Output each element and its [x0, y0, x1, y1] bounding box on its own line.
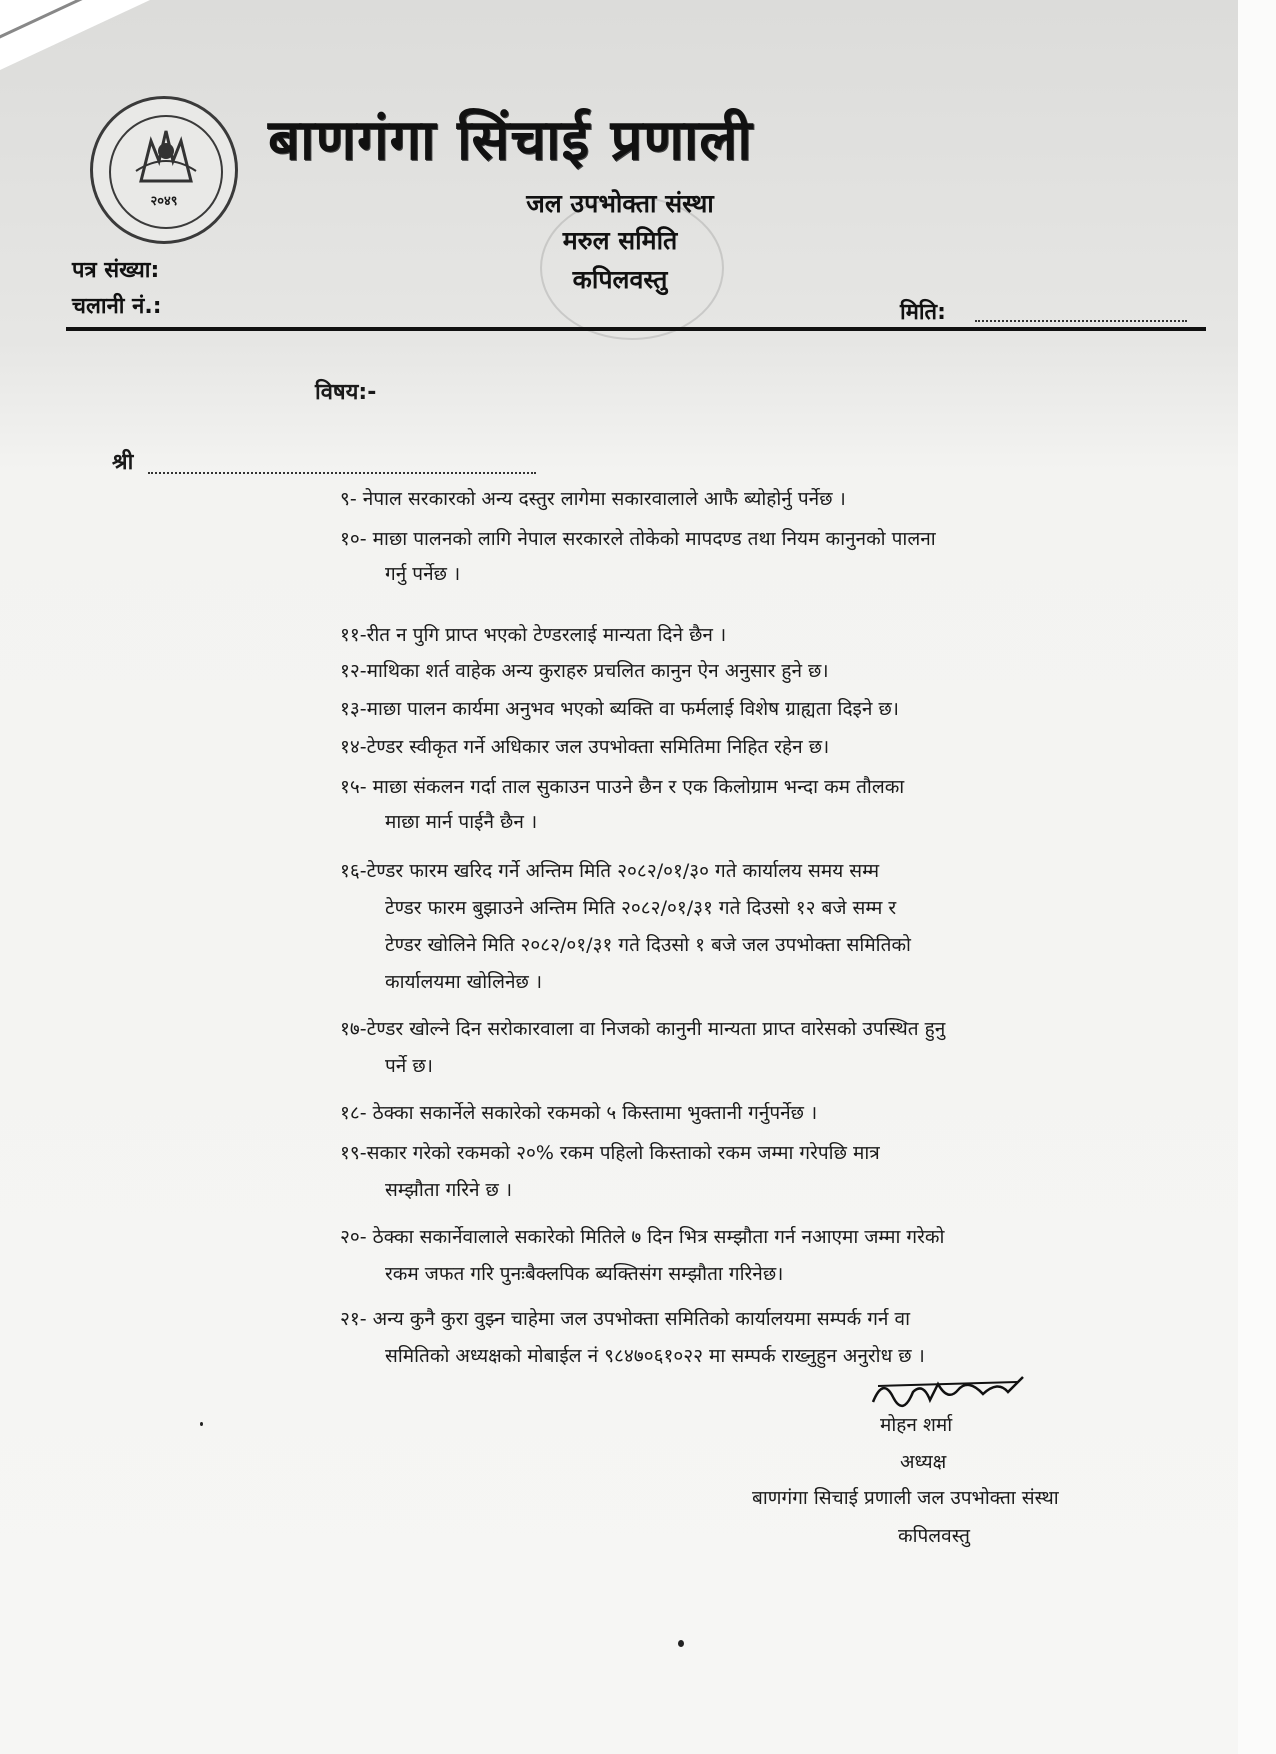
- clause-line: टेण्डर खोलिने मिति २०८२/०१/३१ गते दिउसो १ बजे जल उपभोक्ता समितिको: [385, 934, 911, 956]
- clause-line: ११-रीत न पुगि प्राप्त भएको टेण्डरलाई मान्यता दिने छैन ।: [340, 624, 727, 646]
- organization-place: कपिलवस्तु: [898, 1525, 970, 1547]
- clause-line: १२-माथिका शर्त वाहेक अन्य कुराहरु प्रचलित कानुन ऐन अनुसार हुने छ।: [340, 660, 829, 682]
- organization-seal: [90, 96, 238, 244]
- clause-13: [340, 700, 1110, 719]
- seal-emblem-icon: [121, 121, 211, 191]
- ink-speck: [200, 1422, 203, 1426]
- clause-17: [340, 1020, 1110, 1076]
- clause-line: टेण्डर फारम बुझाउने अन्तिम मिति २०८२/०१/३१ गते दिउसो १२ बजे सम्म र: [385, 897, 897, 919]
- clause-16: [340, 862, 1110, 992]
- page-edge: [1238, 0, 1276, 1754]
- clause-line: २०- ठेक्का सकार्नेवालाले सकारेको मितिले ७ दिन भित्र सम्झौता गर्न नआएमा जम्मा गरेको: [340, 1226, 945, 1248]
- letterhead-title: बाणगंगा सिंचाई प्रणाली: [268, 108, 753, 173]
- letterhead-rule: [66, 327, 1206, 331]
- clause-line: ९- नेपाल सरकारको अन्य दस्तुर लागेमा सकारवालाले आफै ब्योहोर्नु पर्नेछ ।: [340, 488, 846, 510]
- clause-line: २१- अन्य कुनै कुरा वुझ्न चाहेमा जल उपभोक्ता समितिको कार्यालयमा सम्पर्क गर्न वा: [340, 1308, 911, 1330]
- signer-title: अध्यक्ष: [900, 1451, 947, 1473]
- handwritten-signature: [868, 1372, 1028, 1412]
- clause-12: [340, 662, 1110, 681]
- clause-line: १७-टेण्डर खोल्ने दिन सरोकारवाला वा निजको कानुनी मान्यता प्राप्त वारेसको उपस्थित हुनु: [340, 1018, 946, 1040]
- clause-line: १३-माछा पालन कार्यमा अनुभव भएको ब्यक्ति वा फर्मलाई विशेष ग्राह्यता दिइने छ।: [340, 698, 899, 720]
- clause-19: [340, 1144, 1110, 1200]
- folded-corner: [0, 0, 150, 70]
- clause-14: [340, 738, 1110, 757]
- clause-line: माछा मार्न पाईनै छैन ।: [385, 811, 538, 833]
- clause-line: १४-टेण्डर स्वीकृत गर्ने अधिकार जल उपभोक्ता समितिमा निहित रहेन छ।: [340, 736, 830, 758]
- clause-line: सम्झौता गरिने छ ।: [385, 1179, 513, 1201]
- addressee-fill-line: [148, 472, 536, 474]
- clause-line: समितिको अध्यक्षको मोबाईल नं ९८४७०६१०२२ मा सम्पर्क राख्नुहुन अनुरोध छ ।: [385, 1345, 925, 1367]
- clause-15: [340, 778, 1110, 832]
- clause-line: रकम जफत गरि पुनःबैक्लपिक ब्यक्तिसंग सम्झौता गरिनेछ।: [385, 1263, 784, 1285]
- vishay-label: विषय:-: [315, 380, 377, 405]
- clause-line: गर्नु पर्नेछ ।: [385, 563, 461, 585]
- letterhead-subtitle-2: मरुल समिति: [562, 226, 678, 255]
- clause-line: १८- ठेक्का सकार्नेले सकारेको रकमको ५ किस्तामा भुक्तानी गर्नुपर्नेछ ।: [340, 1102, 818, 1124]
- clause-10: [340, 530, 1110, 584]
- clause-21: [340, 1310, 1110, 1366]
- organization-name: बाणगंगा सिचाई प्रणाली जल उपभोक्ता संस्था: [752, 1487, 1059, 1509]
- signer-name: मोहन शर्मा: [880, 1414, 953, 1436]
- ink-speck: [678, 1640, 684, 1647]
- clause-line: १५- माछा संकलन गर्दा ताल सुकाउन पाउने छैन र एक किलोग्राम भन्दा कम तौलका: [340, 776, 905, 798]
- clause-line: कार्यालयमा खोलिनेछ ।: [385, 971, 543, 993]
- seal-year: २०४९: [150, 194, 178, 209]
- clause-9: [340, 490, 1110, 509]
- clause-line: १०- माछा पालनको लागि नेपाल सरकारले तोकेको मापदण्ड तथा नियम कानुनको पालना: [340, 528, 936, 550]
- shree-label: श्री: [112, 450, 134, 475]
- clause-line: पर्ने छ।: [385, 1055, 433, 1077]
- chalani-label: चलानी नं.:: [72, 294, 162, 319]
- clause-line: १९-सकार गरेको रकमको २०% रकम पहिलो किस्ताको रकम जम्मा गरेपछि मात्र: [340, 1142, 880, 1164]
- miti-label: मिति:: [900, 300, 946, 325]
- letterhead-subtitle-1: जल उपभोक्ता संस्था: [526, 189, 714, 218]
- clause-18: [340, 1104, 1110, 1123]
- clause-line: १६-टेण्डर फारम खरिद गर्ने अन्तिम मिति २०८२/०१/३० गते कार्यालय समय सम्म: [340, 860, 880, 882]
- clause-20: [340, 1228, 1110, 1284]
- clause-11: [340, 626, 1110, 645]
- miti-fill-line: [975, 320, 1187, 322]
- patra-sankhya-label: पत्र संख्या:: [72, 258, 160, 283]
- letterhead-subtitle-3: कपिलवस्तु: [572, 265, 668, 294]
